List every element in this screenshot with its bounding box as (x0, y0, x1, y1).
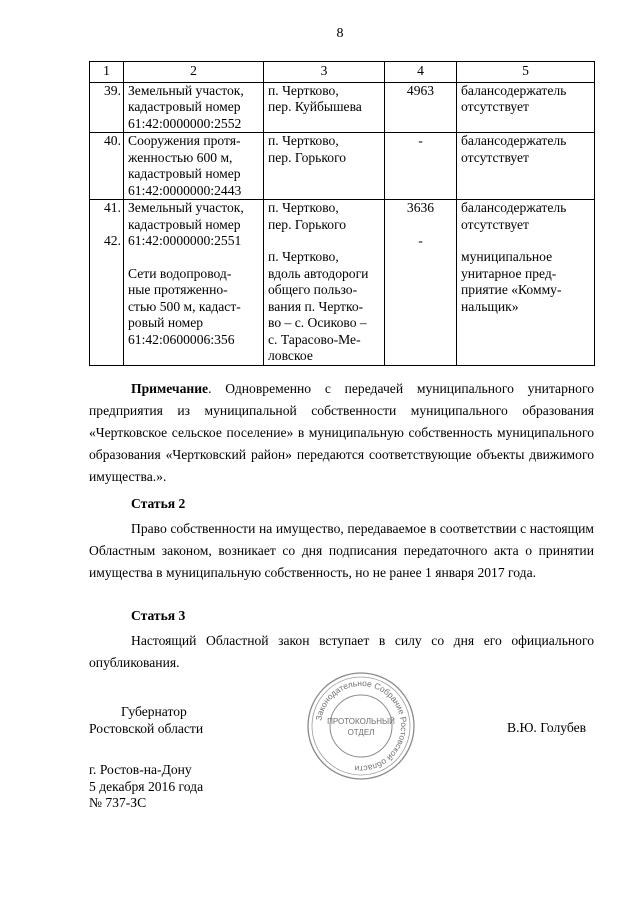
object-address-line: пер. Куйбышева (268, 99, 362, 114)
object-address-line: пер. Горького (268, 216, 347, 232)
object-address-line: вания п. Чертко- (268, 298, 364, 314)
header-cell: 1 (90, 62, 124, 83)
balance-holder-line: приятие «Комму- (461, 282, 562, 297)
object-name-line: кадастровый номер (128, 166, 241, 181)
object-area-cell (385, 82, 457, 133)
article3-heading: Статья 3 (131, 608, 186, 623)
law-number: № 737-ЗС (89, 795, 147, 810)
object-area: 4963 (406, 82, 435, 98)
balance-holder-line: балансодержатель (461, 200, 567, 215)
object-name-line: 61:42:0000000:2443 (128, 182, 242, 198)
balance-holder-cell (457, 133, 595, 200)
balance-holder-line: отсутствует (461, 149, 530, 165)
object-address-line: ловское (268, 348, 313, 363)
object-name-line: кадастровый номер (128, 99, 241, 114)
object-area-cell (385, 200, 457, 366)
row-number-cell (90, 82, 124, 133)
seal-center-line2: ОТДЕЛ (347, 728, 375, 737)
row-number: 39. (104, 82, 121, 98)
object-name-cell (124, 200, 264, 366)
object-name-line: 61:42:0000000:2552 (128, 115, 242, 131)
seal-center-line1: ПРОТОКОЛЬНЫЙ (327, 717, 395, 726)
balance-holder-line: отсутствует (461, 99, 530, 114)
property-table (89, 61, 595, 366)
object-area: 3636 (406, 200, 435, 215)
seal-ring-text: Законодательное Собрание Ростовской области (313, 677, 410, 775)
object-address-cell (264, 133, 385, 200)
header-cell: 5 (457, 62, 595, 83)
row-number: 40. (104, 133, 121, 148)
object-area: - (418, 133, 423, 148)
object-area: - (418, 232, 423, 248)
balance-holder-line: балансодержатель (461, 133, 567, 148)
row-number: 41. (104, 200, 121, 215)
object-address-line: пер. Горького (268, 149, 347, 165)
object-address-cell (264, 200, 385, 366)
balance-holder-line: отсутствует (461, 216, 530, 232)
object-name-cell (124, 82, 264, 133)
object-name-line: 61:42:0000000:2551 (128, 233, 242, 248)
seal-stamp (305, 670, 417, 782)
row-number: 42. (104, 232, 121, 248)
object-name-line: кадастровый номер (128, 216, 241, 232)
signatory-title-line1: Губернатор (121, 704, 187, 719)
signatory-title-line2: Ростовской области (89, 721, 204, 736)
object-address-line: с. Тарасово-Ме- (268, 331, 361, 347)
note-label: Примечание (131, 381, 209, 396)
object-name-line: ные протяженно- (128, 282, 228, 297)
balance-holder-line: унитарное пред- (461, 265, 557, 281)
law-date: 5 декабря 2016 года (89, 778, 204, 794)
object-address-line: п. Чертково, (268, 249, 339, 264)
table-row (90, 200, 595, 366)
signatory-name: В.Ю. Голубев (507, 720, 587, 735)
object-name-line: женностью 600 м, (128, 149, 233, 165)
object-address-line: во – с. Осиково – (268, 315, 367, 330)
balance-holder-line: балансодержатель (461, 82, 567, 98)
object-name-line: 61:42:0600006:356 (128, 331, 235, 347)
balance-holder-line: муниципальное (461, 249, 553, 264)
object-name-line: Земельный участок, (128, 200, 244, 215)
article3-text: Настоящий Областной закон вступает в силу со дня его официального опубликования. (89, 633, 594, 670)
object-address-line: вдоль автодороги (268, 265, 369, 281)
object-name-cell (124, 133, 264, 200)
article2-text: Право собственности на имущество, передаваемое в соответствии с настоящим Областным законом, возникает со дня подписания передаточного акта о принятии имущества в муниципальную собственность, но не ранее 1 января 2017 года. (89, 521, 594, 580)
balance-holder-line: нальщик» (461, 298, 519, 314)
header-cell: 4 (385, 62, 457, 83)
balance-holder-cell (457, 82, 595, 133)
object-address-line: п. Чертково, (268, 133, 339, 148)
object-area-cell (385, 133, 457, 200)
object-name-line: Земельный участок, (128, 82, 244, 98)
note-paragraph (89, 378, 594, 488)
table-header-row (90, 62, 595, 83)
note-text: . Одновременно с передачей муниципального унитарного предприятия из муниципальной собственности муниципального образования «Чертковское сельское поселение» в муниципальную собственность муниципального образования «Чертковский район» передаются соответствующие объекты движимого имущества.». (89, 381, 594, 484)
balance-holder-cell (457, 200, 595, 366)
object-address-line: общего пользо- (268, 282, 358, 297)
object-name-line: ровый номер (128, 315, 204, 330)
table-row (90, 133, 595, 200)
row-number-cell (90, 200, 124, 366)
object-address-line: п. Чертково, (268, 82, 339, 98)
object-address-cell (264, 82, 385, 133)
object-name-line: Сети водопровод- (128, 265, 232, 281)
page-number: 8 (336, 26, 344, 41)
table-row (90, 82, 595, 133)
row-number-cell (90, 133, 124, 200)
object-name-line: Сооружения протя- (128, 133, 241, 148)
place-city: г. Ростов-на-Дону (89, 762, 192, 777)
header-cell: 3 (264, 62, 385, 83)
object-name-line: стью 500 м, кадаст- (128, 298, 241, 314)
header-cell: 2 (124, 62, 264, 83)
article2-heading: Статья 2 (131, 496, 186, 511)
object-address-line: п. Чертково, (268, 200, 339, 215)
place-date-block (89, 762, 203, 812)
